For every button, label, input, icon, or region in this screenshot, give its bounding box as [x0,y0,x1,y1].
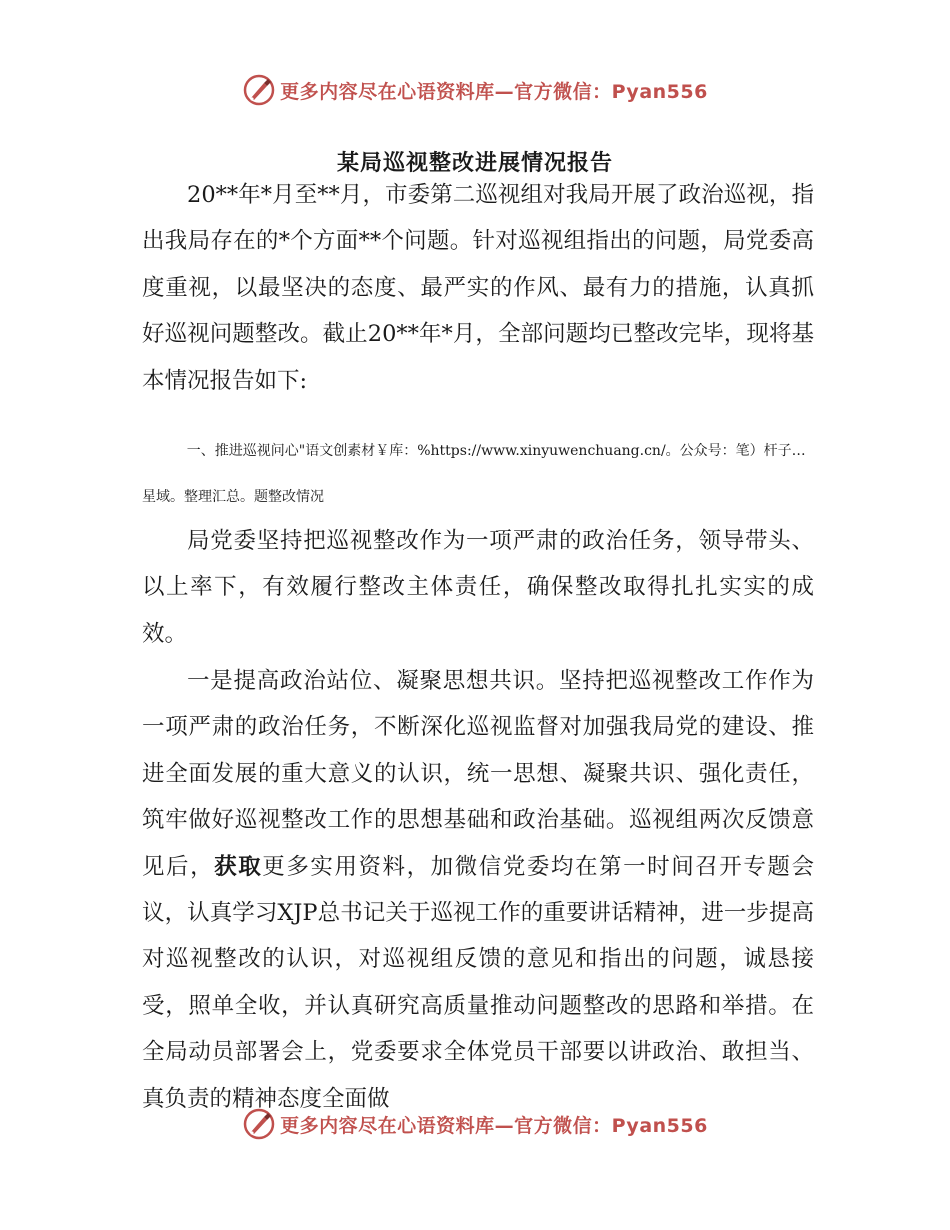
paragraph-intro: 20**年*月至**月，市委第二巡视组对我局开展了政治巡视，指出我局存在的*个方面**个问题。针对巡视组指出的问题，局党委高度重视，以最坚决的态度、最严实的作风、最有力的措施，认真抓好巡视问题整改。截止20**年*月，全部问题均已整改完毕，现将基本情况报告如下: [142,182,814,394]
pen-logo-icon [242,1107,276,1141]
pen-logo-icon [242,73,276,107]
highlight-get-text: 获取 [214,853,263,880]
section-heading-1: 一、推进巡视问心"语文创素材￥库：%https://www.xinyuwenchuang.cn/。公众号：笔）杆子…星域。整理汇总。题整改情况 [142,443,806,505]
header-banner-text: 更多内容尽在心语资料库—官方微信：Pyan556 [280,80,708,103]
paragraph-text-part-1: 一是提高政治站位、凝聚思想共识。坚持把巡视整改工作作为一项严肃的政治任务，不断深化巡视监督对加强我局党的建设、推进全面发展的重大意义的认识，统一思想、凝聚共识、强化责任，筑牢做好巡视整改工作的思想基础和政治基础。巡视组两次反馈意见后， [142,668,814,880]
header-watermark-banner [0,70,950,110]
document-title: 某局巡视整改进展情况报告 [336,151,613,176]
footer-banner-text: 更多内容尽在心语资料库—官方微信：Pyan556 [280,1114,708,1137]
paragraph-text-part-2: 更多实用资料，加微信党委均在第一时间召开专题会议，认真学习XJP总书记关于巡视工作的重要讲话精神，进一步提高对巡视整改的认识，对巡视组反馈的意见和指出的问题，诚恳接受，照单全收，并认真研究高质量推动问题整改的思路和举措。在全局动员部署会上，党委要求全体党员干部要以讲政治、敢担当、真负责的精神态度全面做 [142,853,814,1112]
paragraph-section-summary: 局党委坚持把巡视整改作为一项严肃的政治任务，领导带头、以上率下，有效履行整改主体责任，确保整改取得扎扎实实的成效。 [142,528,814,647]
paragraph-political-stance [142,658,814,1122]
footer-watermark-banner [0,1104,950,1144]
